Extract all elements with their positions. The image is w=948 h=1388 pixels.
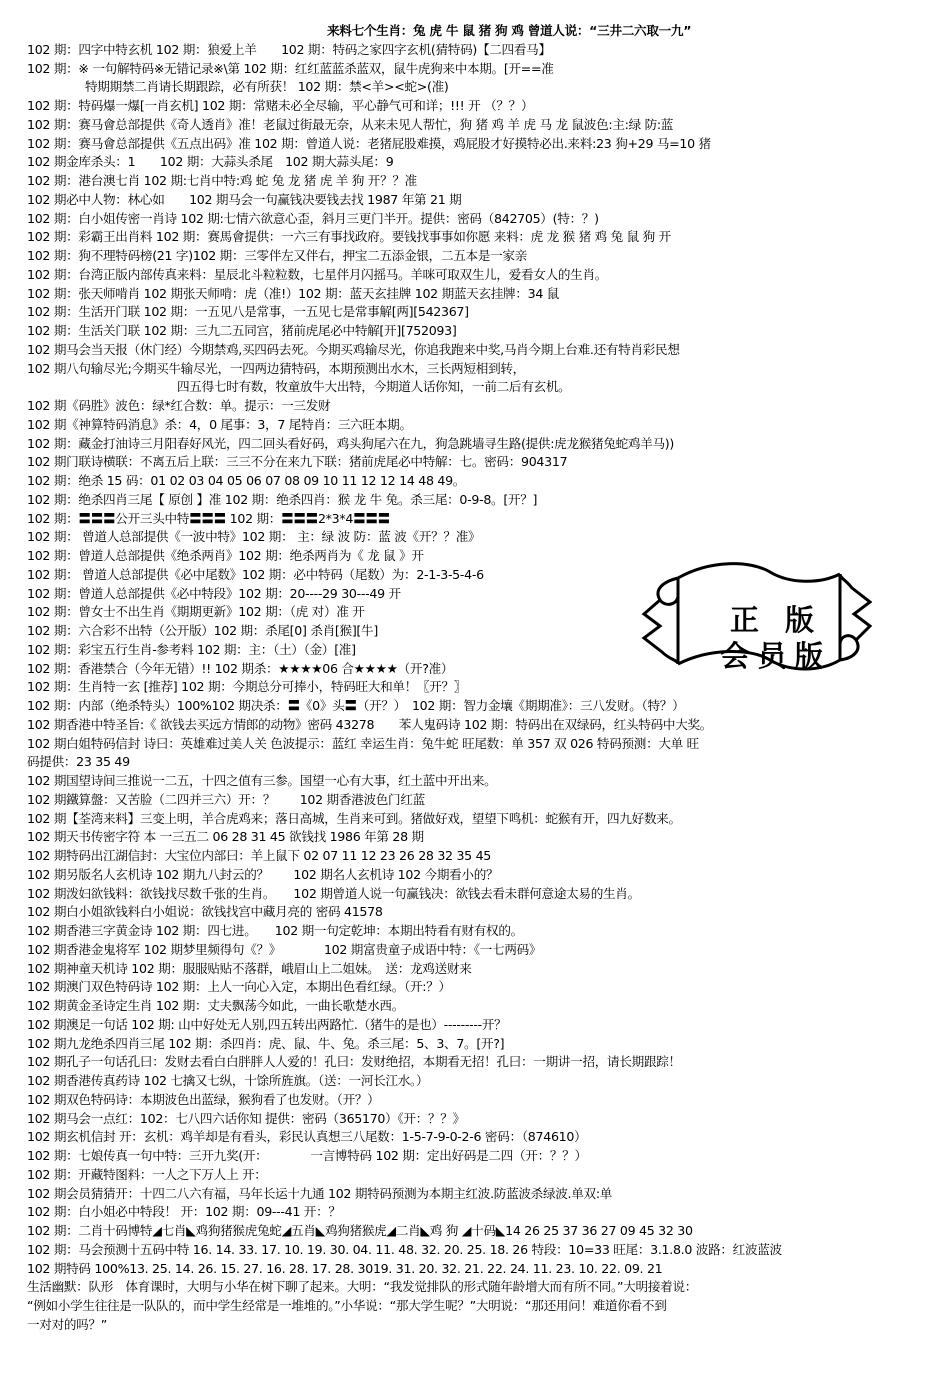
text-line: 102 期神童天机诗 102 期：服服贴贴不落群，峨眉山上二姐妹。 送：龙鸡送财来	[27, 960, 472, 976]
text-line: 102 期：台湾正版内部传真来料：星辰北斗粒粒数，七星伴月闪摇马。羊咪可取双生儿，爱看女人的生肖。	[27, 266, 608, 282]
text-line: 102 期：四字中特玄机 102 期：狼爱上羊 102 期：特码之家四字玄机(猜特码)【二四看马】	[27, 41, 551, 57]
text-line: 102 期：〓〓〓公开三头中特〓〓〓 102 期：〓〓〓2*3*4〓〓〓	[27, 510, 390, 526]
text-line: 102 期澳门双色特码诗 102 期：上人一向心入定，本期出色看红绿。（开:？）	[27, 979, 451, 995]
text-line: 四五得七时有数，牧童放牛大出特，今期道人话你知，一前二后有玄机。	[177, 379, 571, 395]
text-line: 102 期马会当天报（休门经）今期禁鸡,买四码去死。今期买鸡输尽光，你追我跑来中奖,马肖今期上台难.还有特肖彩民想	[27, 341, 680, 357]
text-line: 102 期九龙绝杀四肖三尾 102 期：杀四肖：虎、鼠、牛、兔。杀三尾：5、3、7。[开?]	[27, 1035, 505, 1051]
text-line: 102 期：马会预测十五码中特 16. 14. 33. 17. 10. 19. 30. 04. 11. 48. 32. 20. 25. 18. 26 特段：10=33 旺尾：3.1.8.0 波路：红波蓝波	[27, 1241, 782, 1257]
text-line: 102 期：曾道人总部提供《绝杀两肖》102 期：绝杀两肖为《 龙 鼠 》开	[27, 548, 424, 563]
text-line: 102 期：香港禁合（今年无错）!! 102 期杀：★★★★06 合★★★★（开?准）	[27, 660, 454, 676]
text-line: 102 期：赛马會总部提供《五点出码》准 102 期：曾道人说：老猪屁股难摸，鸡屁股才好摸特必出.来料:23 狗+29 马=10 猪	[27, 135, 711, 151]
text-line: 102 期：六合彩不出特（公开版）102 期：杀尾[0] 杀肖[猴][牛]	[27, 623, 378, 638]
text-line: 102 期：港台澳七肖 102 期:七肖中特:鸡 蛇 兔 龙 猪 虎 羊 狗 开？？准	[27, 173, 417, 188]
text-line: 102 期：彩宝五行生肖-参考料 102 期：主：（土）（金）[准]	[27, 641, 356, 657]
text-line: 102 期香港三字黄金诗 102 期：四七进。 102 期一句定乾坤：本期出特看有财有权的。	[27, 923, 523, 938]
text-line: 102 期白小姐欲钱料白小姐说：欲钱找宫中藏月亮的 密码 41578	[27, 904, 383, 920]
text-line: 102 期：狗不理特码榜(21 字)102 期：三零伴左又伴右，押宝二五添金银，二五本是一家亲	[27, 248, 528, 263]
text-line: 102 期白姐特码信封 诗曰：英雄难过美人关 色波提示：蓝红 幸运生肖：兔牛蛇 旺尾数：单 357 双 026 特码预测：大单 旺	[27, 735, 699, 751]
text-line: 来料七个生肖：兔 虎 牛 鼠 猪 狗 鸡 曾道人说：“三井二六取一九”	[327, 23, 692, 38]
text-line: 102 期：曾女士不出生肖《期期更新》102 期：（虎 对）准 开	[27, 604, 365, 620]
stamp-line-2: 会员版	[720, 639, 832, 673]
text-line: 102 期香港传真药诗 102 七擒又七纵，十馀所旌旗。（送：一河长江水。）	[27, 1073, 429, 1088]
text-line: 102 期：绝杀四肖三尾【 原创 】准 102 期：绝杀四肖：猴 龙 牛 兔。杀三尾：0-9-8。[开？]	[27, 491, 538, 507]
text-line: 102 期玄机信封 开：玄机：鸡羊却是有看头，彩民认真想三八尾数：1-5-7-9-0-2-6 密码：（874610）	[27, 1129, 587, 1145]
text-line: 102 期：内部（绝杀特头）100%102 期决杀：〓《0》头〓（开？） 102 期：智力金壤《期期准》：三八发财。（特？）	[27, 698, 685, 713]
text-line: 102 期天书传密字符 本 一三五二 06 28 31 45 欲钱找 1986 年第 28 期	[27, 829, 424, 845]
text-line: 102 期：张天师啃肖 102 期张天师啃：虎（准!）102 期：蓝天玄挂牌 102 期蓝天玄挂牌：34 鼠	[27, 285, 560, 301]
text-line: 102 期国望诗间三推说一二五，十四之值有三参。国望一心有大事，红土蓝中开出来。	[27, 773, 497, 788]
text-line: “例如小学生往往是一队队的，而中学生经常是一堆堆的。”小华说：“那大学生呢？”大明说：“那还用问！难道你看不到	[27, 1298, 667, 1313]
text-line: 102 期香港金鬼将军 102 期梦里频得句《？》 102 期富贵童子成语中特：《一七两码》	[27, 941, 542, 957]
text-line: 102 期澳足一句话 102 期: 山中好处无人别,四五转出两路忙.（猪牛的是也）---------开？	[27, 1016, 507, 1032]
text-line: 102 期：生活关门联 102 期：三九二五同宫，猪前虎尾必中特解[开][752093]	[27, 323, 457, 338]
text-line: 102 期鐵算盤：又苦脸（二四并三六）开：？ 102 期香港波色门红蓝	[27, 791, 425, 807]
text-line: 102 期双色特码诗：本期波色出蓝绿，猴狗看了也发财。（开？）	[27, 1091, 380, 1107]
text-line: 102 期：生活开门联 102 期：一五见八是常事，一五见七是常事解[两][542367]	[27, 304, 469, 320]
text-line: 102 期【荃湾来料】三变上明，羊合虎鸡来；落日高城，生肖来可到。猪做好戏，望望下鸣机：蛇猴有开，四九好数来。	[27, 810, 681, 826]
text-line: 102 期：赛马會总部提供《奇人透肖》准！老鼠过街最无奈，从来未见人帮忙，狗 猪 鸡 羊 虎 马 龙 鼠波色:主:绿 防:蓝	[27, 116, 674, 132]
text-line: 102 期：七娘传真一句中特：三开九奖(开： 一言博特码 102 期：定出好码是二四（开：？？）	[27, 1148, 587, 1163]
text-line: 102 期会员猜猜开：十四二八六有福，马年长运十九通 102 期特码预测为本期主红波.防蓝波杀绿波.单双:单	[27, 1185, 613, 1201]
text-line: 102 期金库杀头：1 102 期：大蒜头杀尾 102 期大蒜头尾：9	[27, 154, 394, 170]
stamp-text	[706, 602, 846, 674]
text-line: 码提供：23 35 49	[27, 754, 130, 770]
text-line: 102 期：白小姐必中特段！ 开：102 期：09---41 开：？	[27, 1204, 341, 1220]
text-line: 102 期：白小姐传密一肖诗 102 期:七情六欲意心歪，斜月三更门半开。提供：密码（842705）(特：？)	[27, 210, 599, 226]
stamp-line-1: 正 版	[729, 603, 823, 637]
text-line: 102 期： 曾道人总部提供《必中尾数》102 期：必中特码（尾数）为：2-1-3-5-4-6	[27, 566, 484, 582]
text-line: 生活幽默：队形 体育课时，大明与小华在树下聊了起来。大明：“我发觉排队的形式随年龄增大而有所不同。”大明接着说：	[27, 1279, 698, 1295]
text-line: 102 期黄金圣诗定生肖 102 期：丈夫飘荡今如此，一曲长歌楚水西。	[27, 998, 405, 1013]
text-line: 102 期孔子一句话孔曰：发财去看白白胖胖人人爱的！孔曰：发财绝招，本期看无招！孔曰：一期讲一招，请长期跟踪！	[27, 1054, 681, 1070]
text-line: 102 期特码出江湖信封：大宝位内部曰：羊上鼠下 02 07 11 12 23 26 28 32 35 45	[27, 848, 491, 863]
text-line: 102 期：特码爆一爆[一肖玄机] 102 期：常赌未必全尽输，平心静气可和详；!!! 开 （？？）	[27, 98, 534, 113]
text-line: 102 期八句输尽光;今期买牛输尽光，一四两边猜特码，本期预测出水木，三长两短相到转，	[27, 360, 525, 376]
text-line: 102 期香港中特圣旨:《 欲钱去买远方情郎的动物》密码 43278 苯人鬼码诗 102 期：特码出在双绿码，红头特码中大奖。	[27, 716, 713, 732]
text-line: 102 期另版名人玄机诗 102 期九八封云的？ 102 期名人玄机诗 102 今期看小的？	[27, 866, 499, 882]
text-line: 102 期泼妇欲钱料：欲钱找尽数千张的生肖。 102 期曾道人说一句赢钱决：欲钱去看未群何意途太易的生肖。	[27, 885, 640, 901]
text-line: 102 期：生肖特一玄 [推荐] 102 期：今期总分可捧小，特码旺大和单！〖开？〗	[27, 679, 467, 695]
text-line: 102 期马会一点红：102：七八四六话你知 提供：密码（365170）《开：？？》	[27, 1110, 465, 1126]
text-line: 102 期特码 100%13. 25. 14. 26. 15. 27. 16. 28. 17. 28. 3019. 31. 20. 32. 21. 22. 24. 11. 23. 10. 22. 09. 21	[27, 1260, 663, 1276]
text-line: 特期期禁二肖请长期跟踪，必有所获！ 102 期：禁<羊><蛇>(准)	[85, 79, 449, 95]
text-line: 102 期：曾道人总部提供《必中特段》102 期：20----29 30---49 开	[27, 585, 401, 601]
text-line: 102 期门联诗横联：不离五后上联：三三不分在来九下联：猪前虎尾必中特解：七。密码：904317	[27, 454, 568, 470]
text-line: 102 期必中人物：林心如 102 期马会一句赢钱决要钱去找 1987 年第 21 期	[27, 191, 462, 207]
text-line: 102 期《神算特码消息》杀：4，0 尾事：3，7 尾特肖：三六旺本期。	[27, 416, 412, 432]
text-line: 102 期《码胜》波色：绿*红合数：单。提示：一三发财	[27, 398, 331, 413]
text-line: 102 期：※ 一句解特码※无错记录※\第 102 期：红红蓝蓝杀蓝双，鼠牛虎狗来中本期。[开==准	[27, 60, 554, 76]
text-line: 102 期：彩霸王出肖料 102 期：赛馬會提供：一六三有事找政府。要钱找事事如你愿 来料：虎 龙 猴 猪 鸡 兔 鼠 狗 开	[27, 229, 671, 245]
text-line: 102 期：开藏特图料：一人之下万人上 开：	[27, 1166, 267, 1182]
text-line: 102 期： 曾道人总部提供《一波中特》102 期： 主：绿 波 防：蓝 波《开？？准》	[27, 529, 481, 545]
text-line: 102 期：绝杀 15 码：01 02 03 04 05 06 07 08 09 10 11 12 12 14 48 49。	[27, 473, 466, 488]
text-line: 102 期：二肖十码博特◢七肖◣鸡狗猪猴虎兔蛇◢五肖◣鸡狗猪猴虎◢二肖◣鸡 狗 ◢十码◣14 26 25 37 36 27 09 45 32 30	[27, 1223, 693, 1238]
text-line: 102 期：藏金打油诗三月阳春好风光，四二回头看好码，鸡头狗尾六在九，狗急跳墙寻生路(提供:虎龙猴猪兔蛇鸡羊马))	[27, 435, 675, 451]
text-line: 一对对的吗？”	[27, 1316, 107, 1332]
